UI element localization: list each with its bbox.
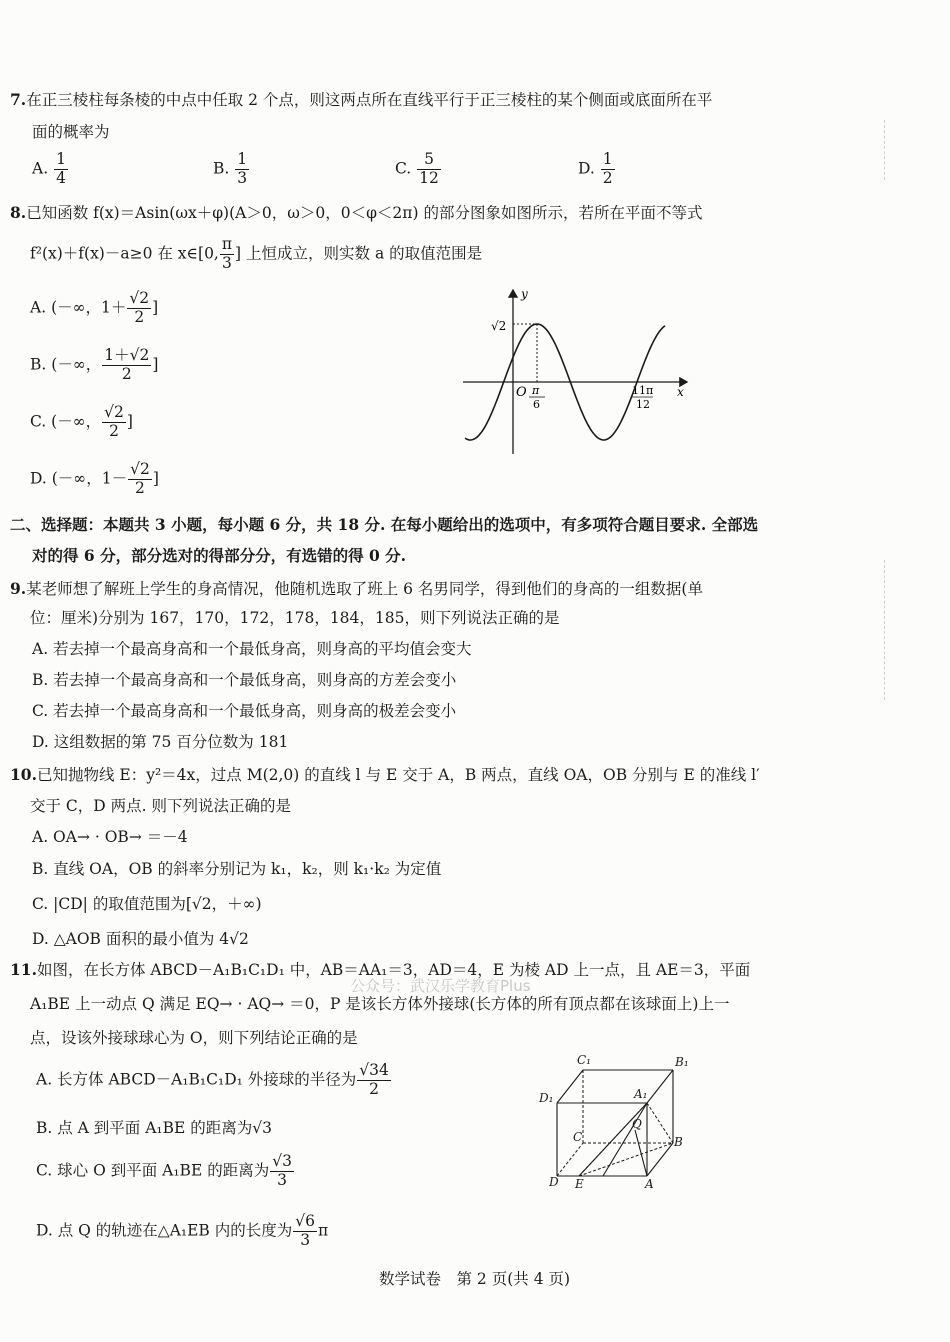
y-axis-label: y (521, 287, 528, 301)
segment-e-a1 (579, 1103, 647, 1176)
segment-a1-q (603, 1103, 647, 1176)
q11-stem-line3: 点，设该外接球球心为 O，则下列结论正确的是 (30, 1029, 358, 1047)
q8-sine-graph (455, 282, 695, 462)
label-q: Q (632, 1117, 642, 1131)
q9-option-a: A. 若去掉一个最高身高和一个最低身高，则身高的平均值会变大 (32, 640, 472, 658)
q7-option-d: D. $\frac{1}{2}$ (578, 150, 613, 187)
amplitude-label: √2 (491, 319, 507, 333)
q8-stem-line2: f²(x)＋f(x)－a≥0 在 x∈[0, $\frac{\pi}{3}$ ] 上恒成立，则实数 a 的取值范围是 (30, 235, 483, 272)
q9-stem-line2: 位：厘米)分别为 167，170，172，178，184，185，则下列说法正确的是 (30, 609, 560, 627)
q10-option-c: C. |CD| 的取值范围为[√2，＋∞) (32, 895, 262, 913)
label-a: A (645, 1177, 654, 1191)
tick-pi-6-den: 6 (533, 398, 540, 411)
label-d: D (549, 1175, 559, 1189)
edge-d1-c1 (557, 1070, 583, 1103)
q11-option-d: D. 点 Q 的轨迹在△A₁EB 内的长度为 $\frac{√6}{3}$ π (36, 1212, 329, 1249)
q7-option-a: A. $\frac{1}{4}$ (32, 150, 66, 187)
q9-stem-line1: 9.某老师想了解班上学生的身高情况，他随机选取了班上 6 名男同学，得到他们的身高的一组数据(单 (10, 579, 703, 598)
q10-stem-line2: 交于 C，D 两点. 则下列说法正确的是 (30, 797, 291, 815)
q11-option-b: B. 点 A 到平面 A₁BE 的距离为√3 (36, 1119, 272, 1137)
q11-option-a: A. 长方体 ABCD－A₁B₁C₁D₁ 外接球的半径为 $\frac{√34}{2}$ (36, 1061, 389, 1098)
q8-option-c: C. (－∞， $\frac{√2}{2}$ ] (30, 403, 133, 440)
q9-option-b: B. 若去掉一个最高身高和一个最低身高，则身高的方差会变小 (32, 671, 457, 689)
q11-stem-line2: A₁BE 上一动点 Q 满足 EQ→ · AQ→ ＝0，P 是该长方体外接球(长方体的所有顶点都在该球面上)上一 (30, 995, 730, 1013)
watermark: 公众号：武汉乐学教育Plus (350, 977, 531, 995)
q9-option-d: D. 这组数据的第 75 百分位数为 181 (32, 733, 289, 751)
q9-option-c: C. 若去掉一个最高身高和一个最低身高，则身高的极差会变小 (32, 702, 457, 720)
hidden-edge-a1-b (647, 1103, 673, 1143)
label-a1: A₁ (634, 1087, 648, 1101)
q11-stem-line1: 11.如图，在长方体 ABCD－A₁B₁C₁D₁ 中，AB＝AA₁＝3，AD＝4，E 为棱 AD 上一点，且 AE＝3，平面 (10, 960, 751, 979)
tick-11pi-12-num: 11π (632, 384, 654, 397)
scan-mark (884, 560, 885, 700)
q10-stem-line1: 10.已知抛物线 E：y²＝4x，过点 M(2,0) 的直线 l 与 E 交于 A，B 两点，直线 OA，OB 分别与 E 的准线 l′ (10, 765, 760, 784)
edge-a1-b1 (647, 1070, 673, 1103)
section2-heading-line1: 二、选择题：本题共 3 小题，每小题 6 分，共 18 分. 在每小题给出的选项中，有多项符合题目要求. 全部选 (10, 515, 759, 534)
label-c1: C₁ (577, 1053, 591, 1067)
hidden-edge-d-c (557, 1143, 583, 1176)
label-b: B (674, 1135, 683, 1149)
q10-option-b: B. 直线 OA，OB 的斜率分别记为 k₁，k₂，则 k₁·k₂ 为定值 (32, 860, 442, 878)
q10-option-d: D. △AOB 面积的最小值为 4√2 (32, 930, 249, 948)
q11-cuboid-figure (535, 1048, 695, 1193)
q7-stem-line2: 面的概率为 (32, 123, 110, 141)
q8-option-d: D. (－∞，1－ $\frac{√2}{2}$ ] (30, 460, 159, 497)
q10-option-a: A. OA→ · OB→ ＝－4 (32, 828, 188, 846)
label-d1: D₁ (539, 1091, 554, 1105)
label-c: C (573, 1130, 583, 1144)
q8-option-a: A. (－∞，1＋ $\frac{√2}{2}$ ] (30, 289, 159, 326)
tick-11pi-12-den: 12 (636, 398, 650, 411)
label-b1: B₁ (675, 1055, 689, 1069)
label-e: E (575, 1177, 584, 1191)
q8-stem-line1: 8.已知函数 f(x)＝Asin(ωx＋φ)(A＞0，ω＞0，0＜φ＜2π) 的部分图象如图所示，若所在平面不等式 (10, 203, 703, 222)
q8-number: 8. (10, 203, 27, 222)
q7-stem-line1: 7.在正三棱柱每条棱的中点中任取 2 个点，则这两点所在直线平行于正三棱柱的某个侧面或底面所在平 (10, 90, 713, 109)
page-footer: 数学试卷 第 2 页(共 4 页) (379, 1270, 571, 1288)
q7-number: 7. (10, 90, 27, 109)
tick-pi-6-num: π (532, 384, 540, 397)
q9-number: 9. (10, 579, 27, 598)
section2-heading-line2: 对的得 6 分，部分选对的得部分分，有选错的得 0 分. (32, 546, 407, 565)
q7-option-b: B. $\frac{1}{3}$ (213, 150, 248, 187)
q8-option-b: B. (－∞， $\frac{1+√2}{2}$ ] (30, 346, 159, 383)
origin-label: O (516, 385, 527, 400)
x-axis-label: x (677, 385, 684, 399)
q10-number: 10. (10, 765, 37, 784)
hidden-edge-e-b (579, 1143, 673, 1176)
scan-mark (884, 120, 885, 180)
q11-number: 11. (10, 960, 37, 979)
q11-option-c: C. 球心 O 到平面 A₁BE 的距离为 $\frac{√3}{3}$ (36, 1152, 292, 1189)
q7-option-c: C. $\frac{5}{12}$ (395, 150, 439, 187)
